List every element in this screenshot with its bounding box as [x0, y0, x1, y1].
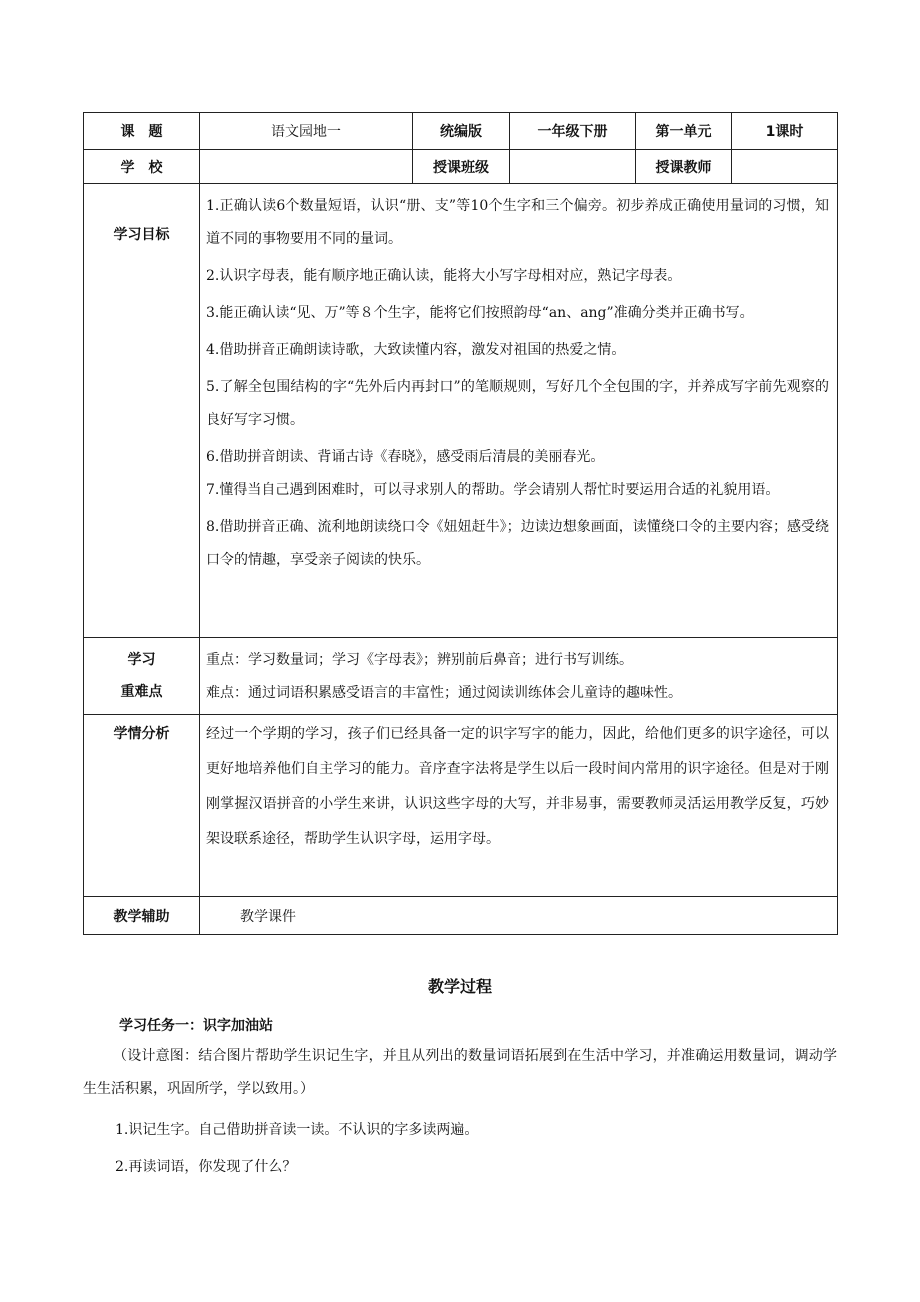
step-1: 1.识记生字。自己借助拼音读一读。不认识的字多读两遍。 [115, 1122, 479, 1138]
topic-value: 语文园地一 [200, 113, 413, 150]
section-title: 教学过程 [427, 977, 492, 996]
hours-value: 1课时 [732, 113, 838, 150]
lesson-plan-table [83, 112, 838, 935]
keypoints-content [200, 638, 838, 715]
table-row [84, 715, 838, 897]
task-title: 学习任务一：识字加油站 [119, 1018, 273, 1034]
teacher-value [732, 150, 838, 184]
grade-value: 一年级下册 [510, 113, 636, 150]
keypoints-label [84, 638, 200, 715]
analysis-content: 经过一个学期的学习，孩子们已经具备一定的识字写字的能力，因此，给他们更多的识字途径，可以更好地培养他们自主学习的能力。音序查字法将是学生以后一段时间内常用的识字途径。但是对于刚刚掌握汉语拼音的小学生来讲，认识这些字母的大写，并非易事，需要教师灵活运用教学反复，巧妙架设联系途径，帮助学生认识字母，运用字母。 [200, 715, 838, 897]
table-row [84, 638, 838, 715]
objective-item: 7.懂得当自己遇到困难时，可以寻求别人的帮助。学会请别人帮忙时要运用合适的礼貌用语。 [206, 482, 780, 498]
table-row [84, 113, 838, 150]
analysis-label: 学情分析 [84, 715, 200, 897]
objectives-content [200, 184, 838, 638]
keypoints-label-line1: 学习 [127, 652, 156, 668]
objective-item: 8.借助拼音正确、流利地朗读绕口令《妞妞赶牛》；边读边想象画面，读懂绕口令的主要内容；感受绕口令的情趣，享受亲子阅读的快乐。 [206, 519, 829, 568]
objective-item: 3.能正确认读“见、万”等８个生字，能将它们按照韵母“an、ang”准确分类并正确书写。 [206, 305, 754, 321]
step-2: 2.再读词语，你发现了什么？ [115, 1159, 297, 1175]
class-value [510, 150, 636, 184]
objective-item: 4.借助拼音正确朗读诗歌，大致读懂内容，激发对祖国的热爱之情。 [206, 342, 626, 358]
objectives-label: 学习目标 [84, 184, 200, 638]
aids-label: 教学辅助 [84, 897, 200, 935]
objective-item: 2.认识字母表，能有顺序地正确认读，能将大小写字母相对应，熟记字母表。 [206, 268, 682, 284]
table-row [84, 184, 838, 638]
table-row [84, 150, 838, 184]
keypoints-label-line2: 重难点 [120, 684, 163, 700]
unit-value: 第一单元 [636, 113, 732, 150]
school-value [200, 150, 413, 184]
difficult-point: 难点：通过词语积累感受语言的丰富性；通过阅读训练体会儿童诗的趣味性。 [206, 685, 682, 701]
topic-label: 课 题 [84, 113, 200, 150]
objective-item: 1.正确认读6个数量短语，认识“册、支”等10个生字和三个偏旁。初步养成正确使用量词的习惯，知道不同的事物要用不同的量词。 [206, 198, 829, 247]
design-intent: （设计意图：结合图片帮助学生识记生字，并且从列出的数量词语拓展到在生活中学习，并准确运用数量词，调动学生生活积累，巩固所学，学以致用。） [83, 1048, 837, 1097]
school-label: 学 校 [84, 150, 200, 184]
objective-item: 6.借助拼音朗读、背诵古诗《春晓》，感受雨后清晨的美丽春光。 [206, 449, 605, 465]
objective-item: 5.了解全包围结构的字“先外后内再封口”的笔顺规则，写好几个全包围的字，并养成写字前先观察的良好写字习惯。 [206, 379, 829, 428]
table-row [84, 897, 838, 935]
key-point: 重点：学习数量词；学习《字母表》；辨别前后鼻音；进行书写训练。 [206, 652, 633, 668]
class-label: 授课班级 [413, 150, 510, 184]
aids-content: 教学课件 [200, 897, 838, 935]
edition-value: 统编版 [413, 113, 510, 150]
teacher-label: 授课教师 [636, 150, 732, 184]
